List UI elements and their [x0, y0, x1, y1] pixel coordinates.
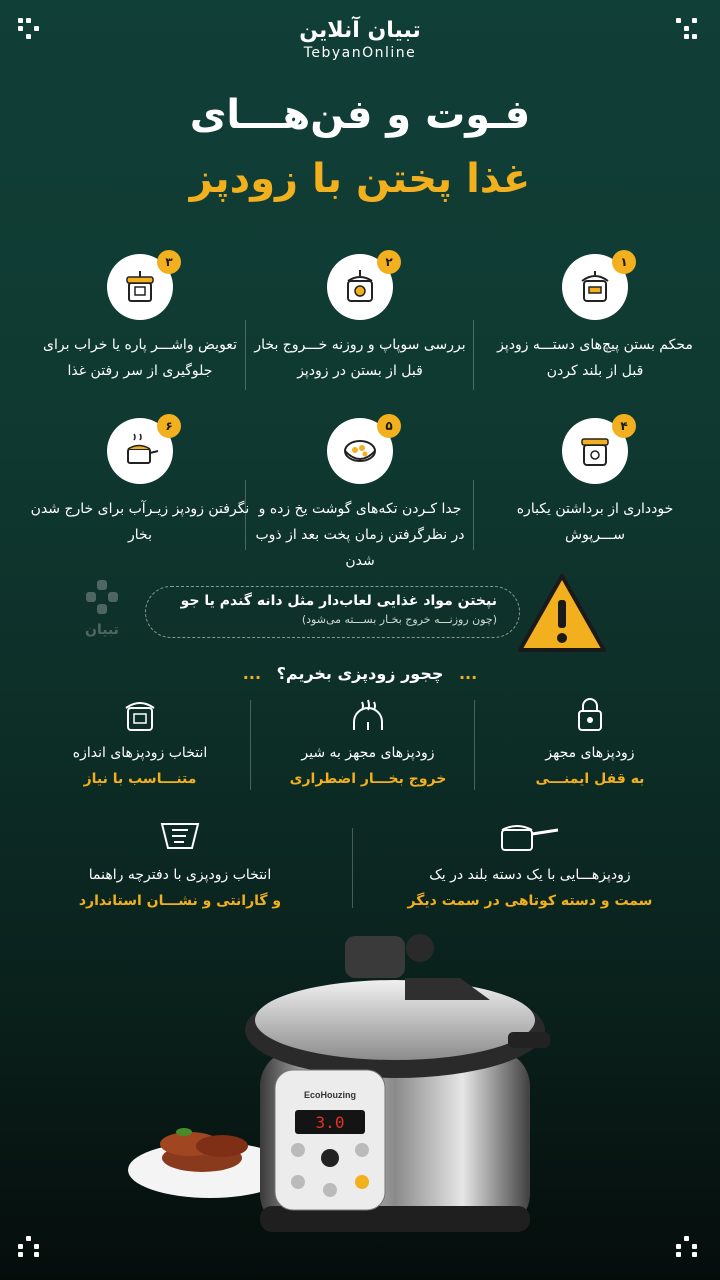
tip-text: محکم بستن پیچ‌های دستـــه زودپز قبل از بلند کردن: [497, 337, 693, 379]
buy-item-3: [30, 694, 250, 794]
tip-number: ۳: [157, 250, 181, 274]
buy-item-text: انتخاب زودپزی با دفترچه راهنما: [88, 867, 272, 883]
brand-name-fa: تبیان آنلاین: [299, 18, 421, 43]
tip-number: ۱: [612, 250, 636, 274]
divider: [352, 828, 353, 908]
divider: [474, 700, 475, 790]
tip-text: تعویض واشـــر پاره یا خراب برای جلوگیری از سر رفتن غذا: [43, 337, 237, 379]
buy-item-5: [40, 816, 320, 916]
buy-section-heading: [0, 664, 720, 683]
tip-number: ۲: [377, 250, 401, 274]
watermark-logo: [78, 578, 126, 638]
brand-logo: [0, 18, 720, 61]
page-title-line1: فـوت و فن‌هـــای: [189, 92, 531, 138]
pressure-cooker-lid-icon: [562, 254, 628, 320]
brand-name-en: TebyanOnline: [303, 45, 417, 61]
tip-text: بررسی سوپاپ و روزنه خـــروج بخار قبل از بستن در زودپز: [254, 337, 466, 379]
heading-dots: ...: [458, 664, 478, 683]
tip-5: [250, 418, 470, 574]
cooker-display: 3.0: [315, 1113, 345, 1132]
tip-6: [30, 418, 250, 548]
buy-item-text: زودپزهای مجهز به شیر: [301, 745, 435, 761]
steam-valve-icon: [258, 694, 478, 732]
saucepan-handle-icon: [370, 816, 690, 854]
pressure-valve-icon: [327, 254, 393, 320]
tip-number: ۴: [612, 414, 636, 438]
padlock-icon: [490, 694, 690, 732]
divider: [473, 320, 474, 390]
buy-item-text: زودپزهـــایی با یک دسته بلند در یک: [429, 867, 631, 883]
tip-3: [30, 254, 250, 384]
cooker-brand-label: EcoHouzing: [304, 1090, 356, 1100]
steaming-pot-icon: [107, 418, 173, 484]
divider: [245, 480, 246, 550]
tip-text: نگرفتن زودپز زیـرآب برای خارج شدن بخار: [30, 501, 250, 543]
divider: [245, 320, 246, 390]
watermark-text: تبیان: [85, 622, 119, 638]
warning-box: [145, 586, 520, 638]
buy-item-1: [490, 694, 690, 794]
buy-item-highlight: به قفل ایمنـــی: [535, 771, 645, 787]
cooker-gasket-icon: [107, 254, 173, 320]
buy-item-highlight: و گارانتی و نشـــان استاندارد: [78, 893, 282, 909]
buy-item-text: زودپزهای مجهز: [545, 745, 635, 761]
warning-triangle-icon: [516, 572, 608, 660]
corner-decoration-bottom-left: [18, 1236, 44, 1262]
buy-item-highlight: متنـــاسب با نیاز: [83, 771, 197, 787]
corner-decoration-bottom-right: [676, 1236, 702, 1262]
tip-number: ۶: [157, 414, 181, 438]
warning-text: نپختن مواد غذایی لعاب‌دار مثل دانه گندم یا جو: [180, 593, 497, 609]
buy-heading-text: چجور زودپزی بخریم؟: [276, 664, 444, 683]
standard-mark-icon: [40, 816, 320, 854]
tip-2: [250, 254, 470, 384]
tip-1: [485, 254, 705, 384]
buy-item-text: انتخاب زودپزهای اندازه: [72, 745, 208, 761]
buy-item-4: [370, 816, 690, 916]
buy-item-highlight: سمت و دسته کوتاهی در سمت دیگر: [407, 893, 653, 909]
tip-text: خودداری از برداشتن یکباره ســـرپوش: [516, 501, 674, 543]
tip-text: جدا کـردن تکه‌های گوشت یخ زده و در نظرگرفتن زمان پخت بعد از ذوب شدن: [255, 501, 465, 569]
divider: [250, 700, 251, 790]
watermark-icon: [78, 578, 126, 618]
pressure-cooker-image: [120, 920, 560, 1250]
cooker-lid-lock-icon: [562, 418, 628, 484]
cooker-size-icon: [30, 694, 250, 732]
divider: [473, 480, 474, 550]
tip-4: [485, 418, 705, 548]
buy-item-2: [258, 694, 478, 794]
page-title-line2: غذا پختن با زودپز: [189, 156, 531, 202]
heading-dots: ...: [242, 664, 262, 683]
buy-item-highlight: خروج بخـــار اضطراری: [289, 771, 447, 787]
tip-number: ۵: [377, 414, 401, 438]
meat-pot-icon: [327, 418, 393, 484]
warning-subtext: (چون روزنـــه خروج بخـار بســـته می‌شود): [301, 613, 497, 626]
